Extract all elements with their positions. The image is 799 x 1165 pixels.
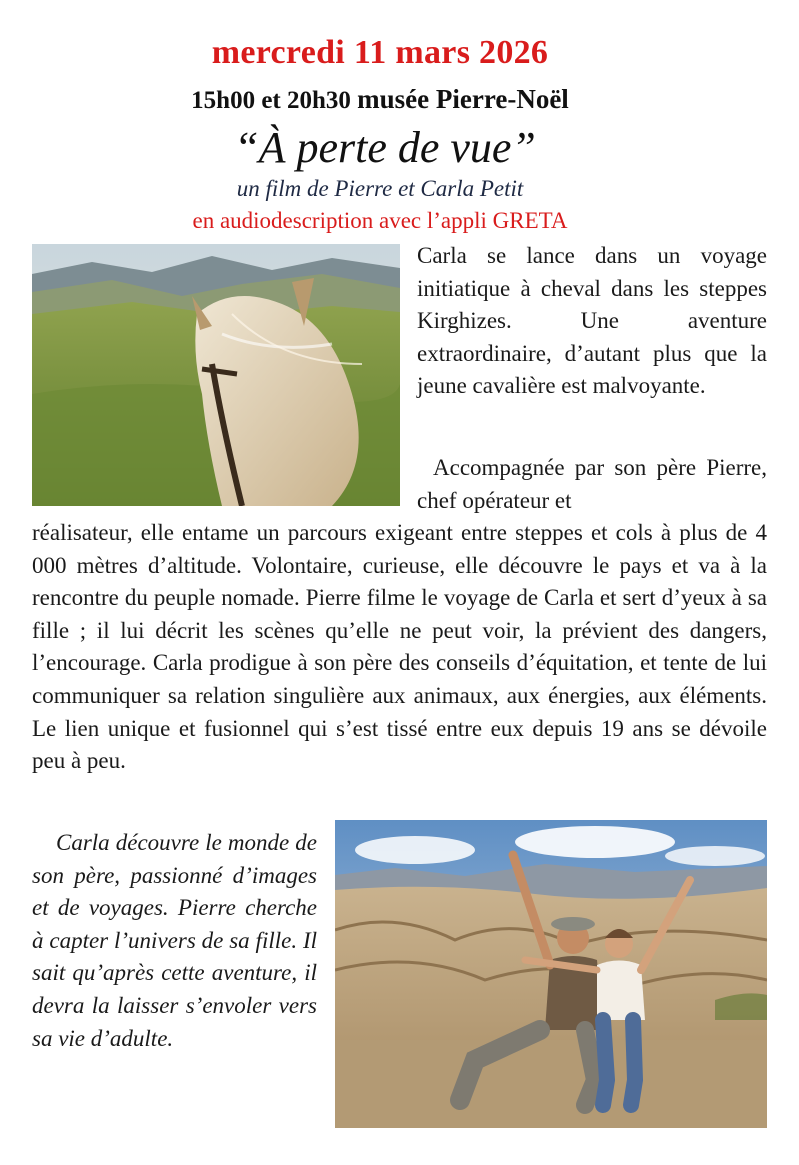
film-title: “À perte de vue”: [234, 123, 536, 172]
paragraph-2-start: Accompagnée par son père Pierre, chef opérateur et: [417, 455, 767, 513]
pierre-carla-photo: [335, 820, 767, 1128]
audiodescription-note: en audiodescription avec l’appli GRETA: [192, 208, 568, 233]
film-credit: un film de Pierre et Carla Petit: [236, 176, 524, 201]
paragraph-1: Carla se lance dans un voyage initiatique à cheval dans les steppes Kirghizes. Une aventure extraordinaire, d’autant plus que la jeune cavalière est malvoyante.: [417, 243, 767, 399]
paragraph-2-rest: réalisateur, elle entame un parcours exigeant entre steppes et cols à plus de 4 000 mètres d’altitude. Volontaire, curieuse, elle découvre le pays et va à la rencontre du peuple nomade. Pierre filme le voyage de Carla et sert d’yeux à sa fille ; il lui décrit les scènes qu’elle ne peut voir, la prévient des dangers, l’encourage. Carla prodigue à son père des conseils d’équitation, et tente de lui communiquer sa relation singulière aux animaux, aux énergies, aux éléments. Le lien unique et fusionnel qui s’est tissé entre eux depuis 19 ans se dévoile peu à peu.: [32, 520, 767, 774]
paragraph-3: Carla découvre le monde de son père, passionné d’images et de voyages. Pierre cherche à capter l’univers de sa fille. Il sait qu’après cette aventure, il devra la laisser s’envoler vers sa vie d’adulte.: [32, 830, 317, 1051]
time-and-venue: [0, 84, 760, 115]
horse-steppe-photo: [32, 244, 400, 506]
screening-times: 15h00 et 20h30: [191, 87, 351, 114]
venue-name: musée Pierre-Noël: [357, 84, 569, 114]
event-date: mercredi 11 mars 2026: [211, 34, 549, 71]
